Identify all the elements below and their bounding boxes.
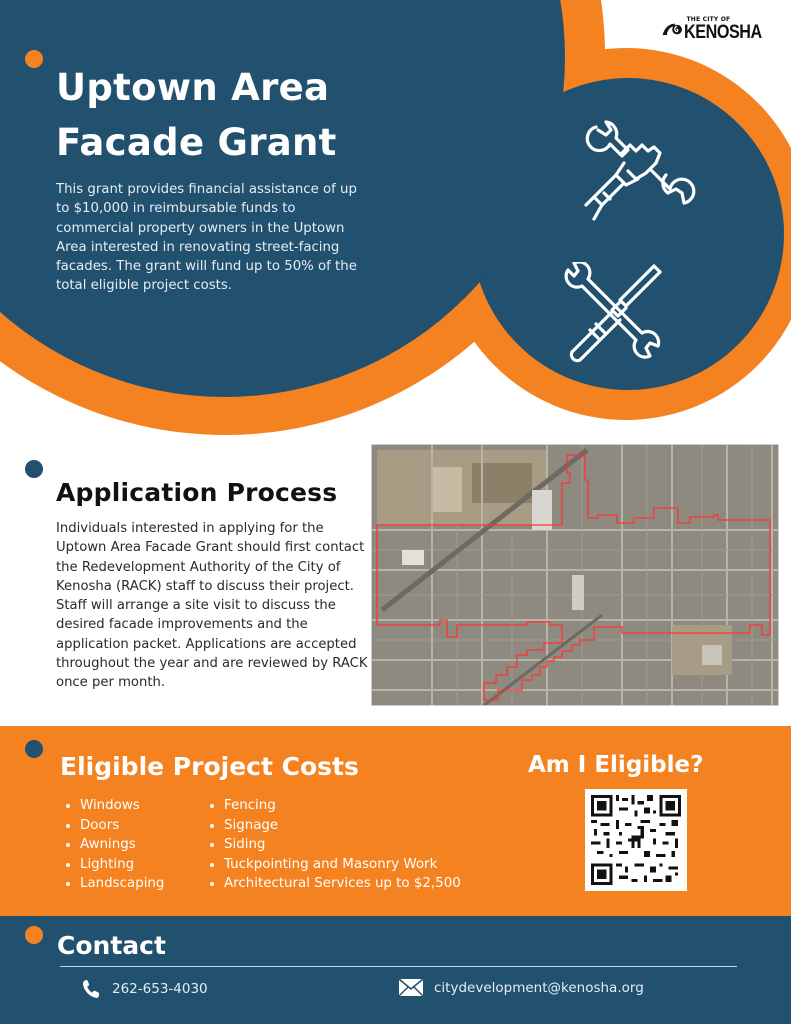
list-item: Awnings: [64, 835, 164, 855]
city-of-kenosha-logo: [662, 15, 776, 43]
title-line-1: Uptown Area: [56, 66, 330, 109]
phone-icon: [80, 978, 102, 1000]
eligible-costs-list-col-2: [208, 796, 461, 894]
am-i-eligible-heading: Am I Eligible?: [528, 752, 704, 778]
list-item: Doors: [64, 816, 164, 836]
list-item: Fencing: [208, 796, 461, 816]
title-line-2: Facade Grant: [56, 121, 337, 164]
list-item: Windows: [64, 796, 164, 816]
bullet-dot-hero: [25, 50, 43, 68]
bullet-dot-contact: [25, 926, 43, 944]
kenosha-wave-logo-icon: [662, 17, 682, 41]
qr-code-icon: [591, 795, 681, 885]
eligible-costs-list-col-1: [64, 796, 164, 894]
list-item: Landscaping: [64, 874, 164, 894]
bullet-dot-application: [25, 460, 43, 478]
envelope-icon: [398, 978, 424, 997]
phone-number: 262-653-4030: [112, 981, 208, 997]
application-process-description: Individuals interested in applying for the Uptown Area Facade Grant should first contact the Redevelopment Authority of the City of Kenosha (RACK) staff to discuss their project. Staff will arrange a site visit to discuss the desired facade improvements and the application packet. Applications are accepted throughout the year and are reviewed by RACK once per month.: [56, 521, 368, 691]
bullet-dot-eligible: [25, 740, 43, 758]
contact-divider: [60, 966, 737, 967]
list-item: Signage: [208, 816, 461, 836]
list-item: Siding: [208, 835, 461, 855]
page-title: [56, 60, 337, 170]
hero-description: This grant provides financial assistance of up to $10,000 in reimbursable funds to commercial property owners in the Uptown Area interested in renovating street-facing facades. The grant will fund up to 50% of the total eligible project costs.: [56, 182, 357, 294]
crossed-wrench-screwdriver-icon: [560, 262, 665, 367]
list-item: Tuckpointing and Masonry Work: [208, 855, 461, 875]
eligibility-qr-code[interactable]: [585, 789, 687, 891]
list-item: Architectural Services up to $2,500: [208, 874, 461, 894]
contact-email-link[interactable]: [398, 978, 644, 997]
eligible-costs-heading: Eligible Project Costs: [60, 752, 359, 781]
application-process-heading: Application Process: [56, 478, 338, 507]
email-address: citydevelopment@kenosha.org: [434, 979, 644, 996]
logo-big-text: KENOSHA: [684, 21, 763, 43]
hand-wrench-icon: [582, 115, 702, 235]
contact-heading: Contact: [57, 931, 166, 960]
uptown-area-aerial-map: [371, 444, 779, 706]
list-item: Lighting: [64, 855, 164, 875]
contact-phone-link[interactable]: [80, 978, 208, 1000]
map-image: [372, 445, 779, 706]
logo-small-text: THE CITY OF: [686, 15, 731, 23]
